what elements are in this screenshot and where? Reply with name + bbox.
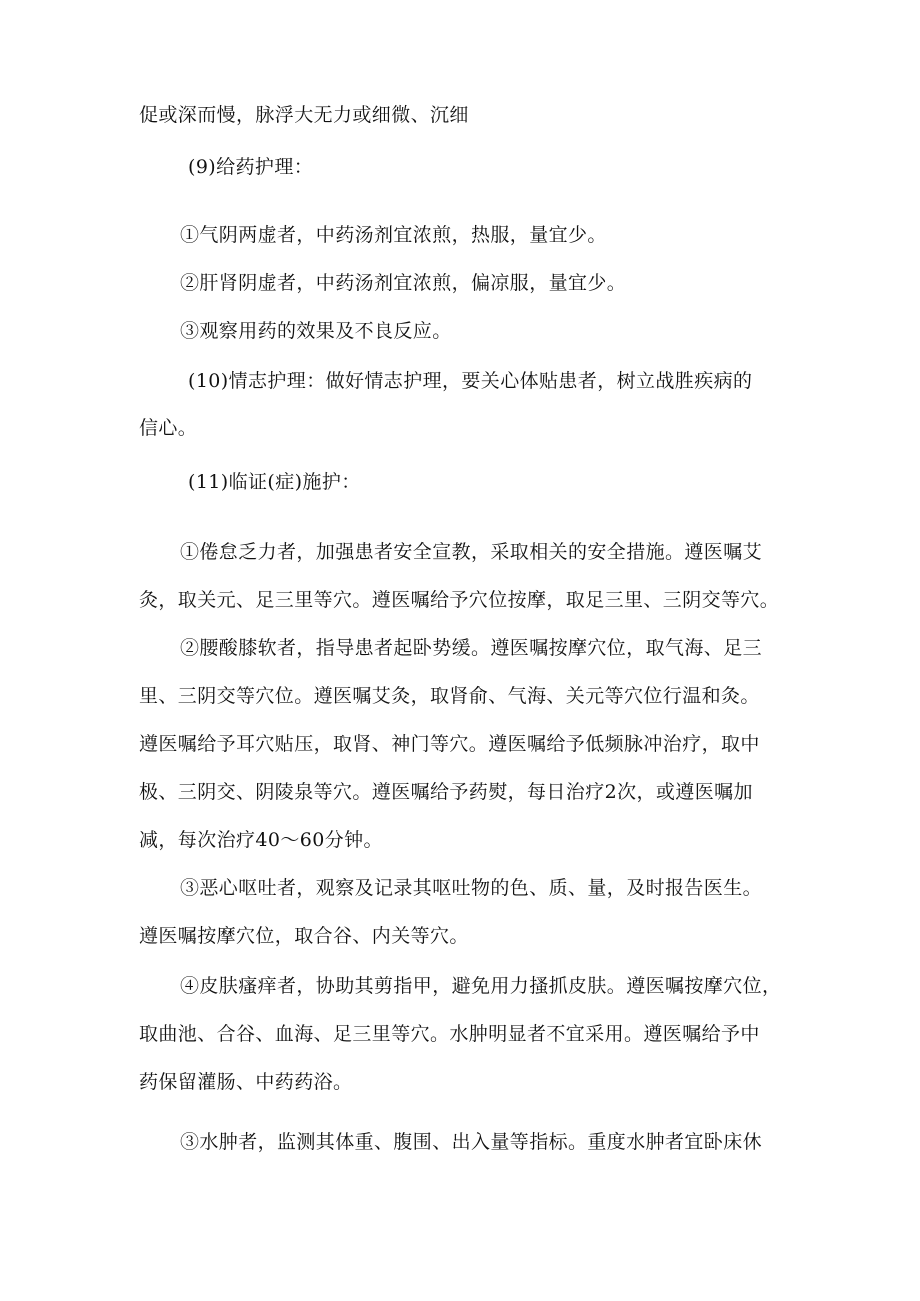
paragraph-emotional-care-cont: 信心。 — [139, 417, 198, 439]
list-item-pruritus: ④皮肤瘙痒者，协助其剪指甲，避免用力搔抓皮肤。遵医嘱按摩穴位， — [180, 975, 782, 997]
list-item-medication-1: ①气阴两虚者，中药汤剂宜浓煎，热服，量宜少。 — [180, 224, 607, 246]
list-item-nausea: ③恶心呕吐者，观察及记录其呕吐物的色、质、量，及时报告医生。 — [180, 877, 763, 899]
list-item-fatigue: ①倦怠乏力者，加强患者安全宣教，采取相关的安全措施。遵医嘱艾 — [180, 541, 763, 563]
list-item-nausea-cont: 遵医嘱按摩穴位，取合谷、内关等穴。 — [139, 925, 469, 947]
list-item-medication-2: ②肝肾阴虚者，中药汤剂宜浓煎，偏凉服，量宜少。 — [180, 272, 627, 294]
list-item-pruritus-cont-1: 取曲池、合谷、血海、足三里等穴。水肿明显者不宜采用。遵医嘱给予中 — [139, 1023, 760, 1045]
text-line-pulse: 促或深而慢，脉浮大无力或细微、沉细 — [139, 104, 469, 126]
list-item-lumbar-cont-1: 里、三阴交等穴位。遵医嘱艾灸，取肾俞、气海、关元等穴位行温和灸。 — [139, 685, 760, 707]
paragraph-emotional-care: (10)情志护理：做好情志护理，要关心体贴患者，树立战胜疾病的 — [188, 370, 753, 392]
list-item-edema: ③水肿者，监测其体重、腹围、出入量等指标。重度水肿者宜卧床休 — [180, 1131, 763, 1153]
list-item-pruritus-cont-2: 药保留灌肠、中药药浴。 — [139, 1071, 353, 1093]
list-item-fatigue-cont: 灸，取关元、足三里等穴。遵医嘱给予穴位按摩，取足三里、三阴交等穴。 — [139, 589, 780, 611]
list-item-medication-3: ③观察用药的效果及不良反应。 — [180, 320, 452, 342]
list-item-lumbar: ②腰酸膝软者，指导患者起卧势缓。遵医嘱按摩穴位，取气海、足三 — [180, 637, 763, 659]
heading-medication-care: (9)给药护理： — [188, 156, 314, 178]
list-item-lumbar-cont-4: 减，每次治疗40～60分钟。 — [139, 829, 383, 851]
heading-symptom-care: (11)临证(症)施护： — [188, 471, 361, 493]
list-item-lumbar-cont-3: 极、三阴交、阴陵泉等穴。遵医嘱给予药熨，每日治疗2次，或遵医嘱加 — [139, 781, 753, 803]
list-item-lumbar-cont-2: 遵医嘱给予耳穴贴压，取肾、神门等穴。遵医嘱给予低频脉冲治疗，取中 — [139, 733, 760, 755]
